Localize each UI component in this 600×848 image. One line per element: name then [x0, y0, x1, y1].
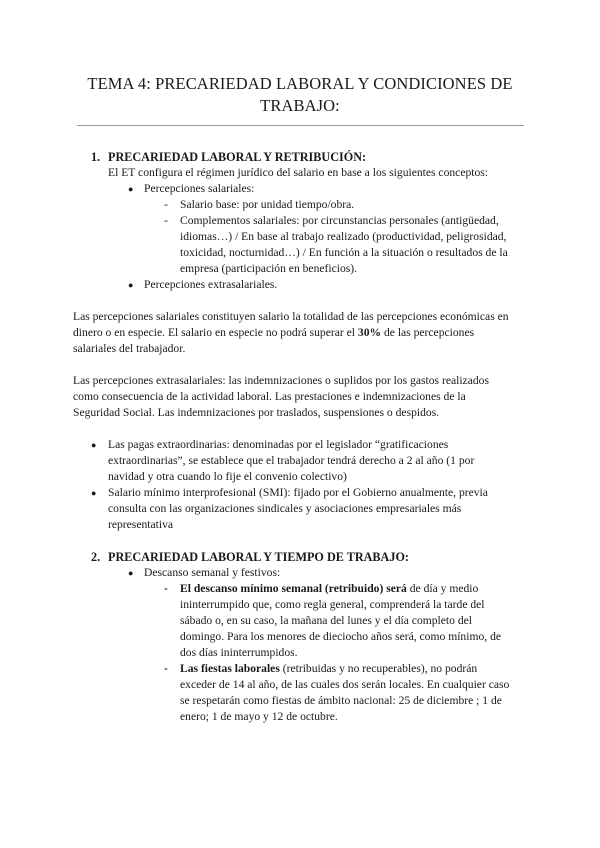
pagas-line-2: extraordinarias”, se establece que el trabajador tendrá derecho a 2 al año (1 por: [108, 454, 475, 467]
bullet-icon: ●: [91, 488, 97, 498]
section-2-heading: PRECARIEDAD LABORAL Y TIEMPO DE TRABAJO:: [108, 550, 409, 564]
bullet-descanso: Descanso semanal y festivos:: [144, 566, 281, 579]
dash-icon: -: [164, 198, 168, 211]
para1-line-1: Las percepciones salariales constituyen salario la totalidad de las percepciones económicas en: [73, 310, 509, 323]
fiestas-bold: Las fiestas laborales: [180, 662, 280, 675]
smi-line-3: representativa: [108, 518, 174, 531]
descanso-line-3: sábado o, en su caso, la mañana del lunes y el día completo del: [180, 614, 473, 627]
dash-salario-base: Salario base: por unidad tiempo/obra.: [180, 198, 355, 211]
para1-line-2-end: de las percepciones: [381, 326, 475, 339]
fiestas-line-1-text: (retribuidas y no recuperables), no podrán: [279, 662, 478, 675]
fiestas-line-1: [180, 661, 477, 677]
para1-line-3: salariales del trabajador.: [73, 342, 186, 355]
pagas-line-1: Las pagas extraordinarias: denominadas por el legislador “gratificaciones: [108, 438, 449, 451]
section-2-number: 2.: [91, 550, 101, 564]
bullet-icon: ●: [128, 184, 134, 194]
complementos-line-3: toxicidad, nocturnidad…) / En función a la situación o resultados de la: [180, 246, 508, 259]
title-divider: [77, 125, 524, 126]
section-1-heading: PRECARIEDAD LABORAL Y RETRIBUCIÓN:: [108, 150, 367, 164]
smi-line-2: consulta con las organizaciones sindicales y asociaciones empresariales más: [108, 502, 462, 515]
descanso-line-4: domingo. Para los menores de dieciocho años será, como mínimo, de: [180, 630, 502, 643]
pagas-line-3: navidad y otra cuando lo fije el convenio colectivo): [108, 470, 347, 483]
descanso-line-5: dos días ininterrumpidos.: [180, 646, 298, 659]
bullet-icon: ●: [91, 440, 97, 450]
complementos-line-2: idiomas…) / En base al trabajo realizado (productividad, peligrosidad,: [180, 230, 507, 243]
para2-line-2: como consecuencia de la actividad laboral. Las prestaciones e indemnizaciones de la: [73, 390, 466, 403]
fiestas-line-4: enero; 1 de mayo y 12 de octubre.: [180, 710, 338, 723]
para1-line-2: [73, 325, 474, 341]
smi-line-1: Salario mínimo interprofesional (SMI): fijado por el Gobierno anualmente, previa: [108, 486, 488, 499]
fiestas-line-3: se respetarán como fiestas de ámbito nacional: 25 de diciembre ; 1 de: [180, 694, 502, 707]
section-1-intro: El ET configura el régimen jurídico del salario en base a los siguientes conceptos:: [108, 166, 489, 179]
dash-icon: -: [164, 582, 168, 595]
descanso-line-1: [180, 581, 478, 597]
para2-line-1: Las percepciones extrasalariales: las indemnizaciones o suplidos por los gastos realizados: [73, 374, 489, 387]
bullet-icon: ●: [128, 280, 134, 290]
section-1-number: 1.: [91, 150, 101, 164]
document-title: [78, 73, 522, 117]
fiestas-line-2: exceder de 14 al año, de las cuales dos serán locales. En cualquier caso: [180, 678, 510, 691]
para2-line-3: Seguridad Social. Las indemnizaciones por traslados, suspensiones o despidos.: [73, 406, 440, 419]
title-line-1: TEMA 4: PRECARIEDAD LABORAL Y CONDICIONES DE: [87, 74, 513, 93]
descanso-line-2: ininterrumpido que, como regla general, comprenderá la tarde del: [180, 598, 485, 611]
dash-icon: -: [164, 214, 168, 227]
dash-icon: -: [164, 662, 168, 675]
complementos-line-1: Complementos salariales: por circunstancias personales (antigüedad,: [180, 214, 499, 227]
bullet-percepciones-extrasalariales: Percepciones extrasalariales.: [144, 278, 278, 291]
bullet-icon: ●: [128, 568, 134, 578]
para1-line-2-text: dinero o en especie. El salario en especie no podrá superar el: [73, 326, 358, 339]
title-line-2: TRABAJO:: [260, 96, 340, 115]
descanso-bold: El descanso mínimo semanal (retribuido) será: [180, 582, 407, 595]
bullet-percepciones-salariales: Percepciones salariales:: [144, 182, 255, 195]
para1-percent: 30%: [357, 326, 382, 339]
descanso-line-1-text: de día y medio: [406, 582, 479, 595]
complementos-line-4: empresa (participación en beneficios).: [180, 262, 358, 275]
